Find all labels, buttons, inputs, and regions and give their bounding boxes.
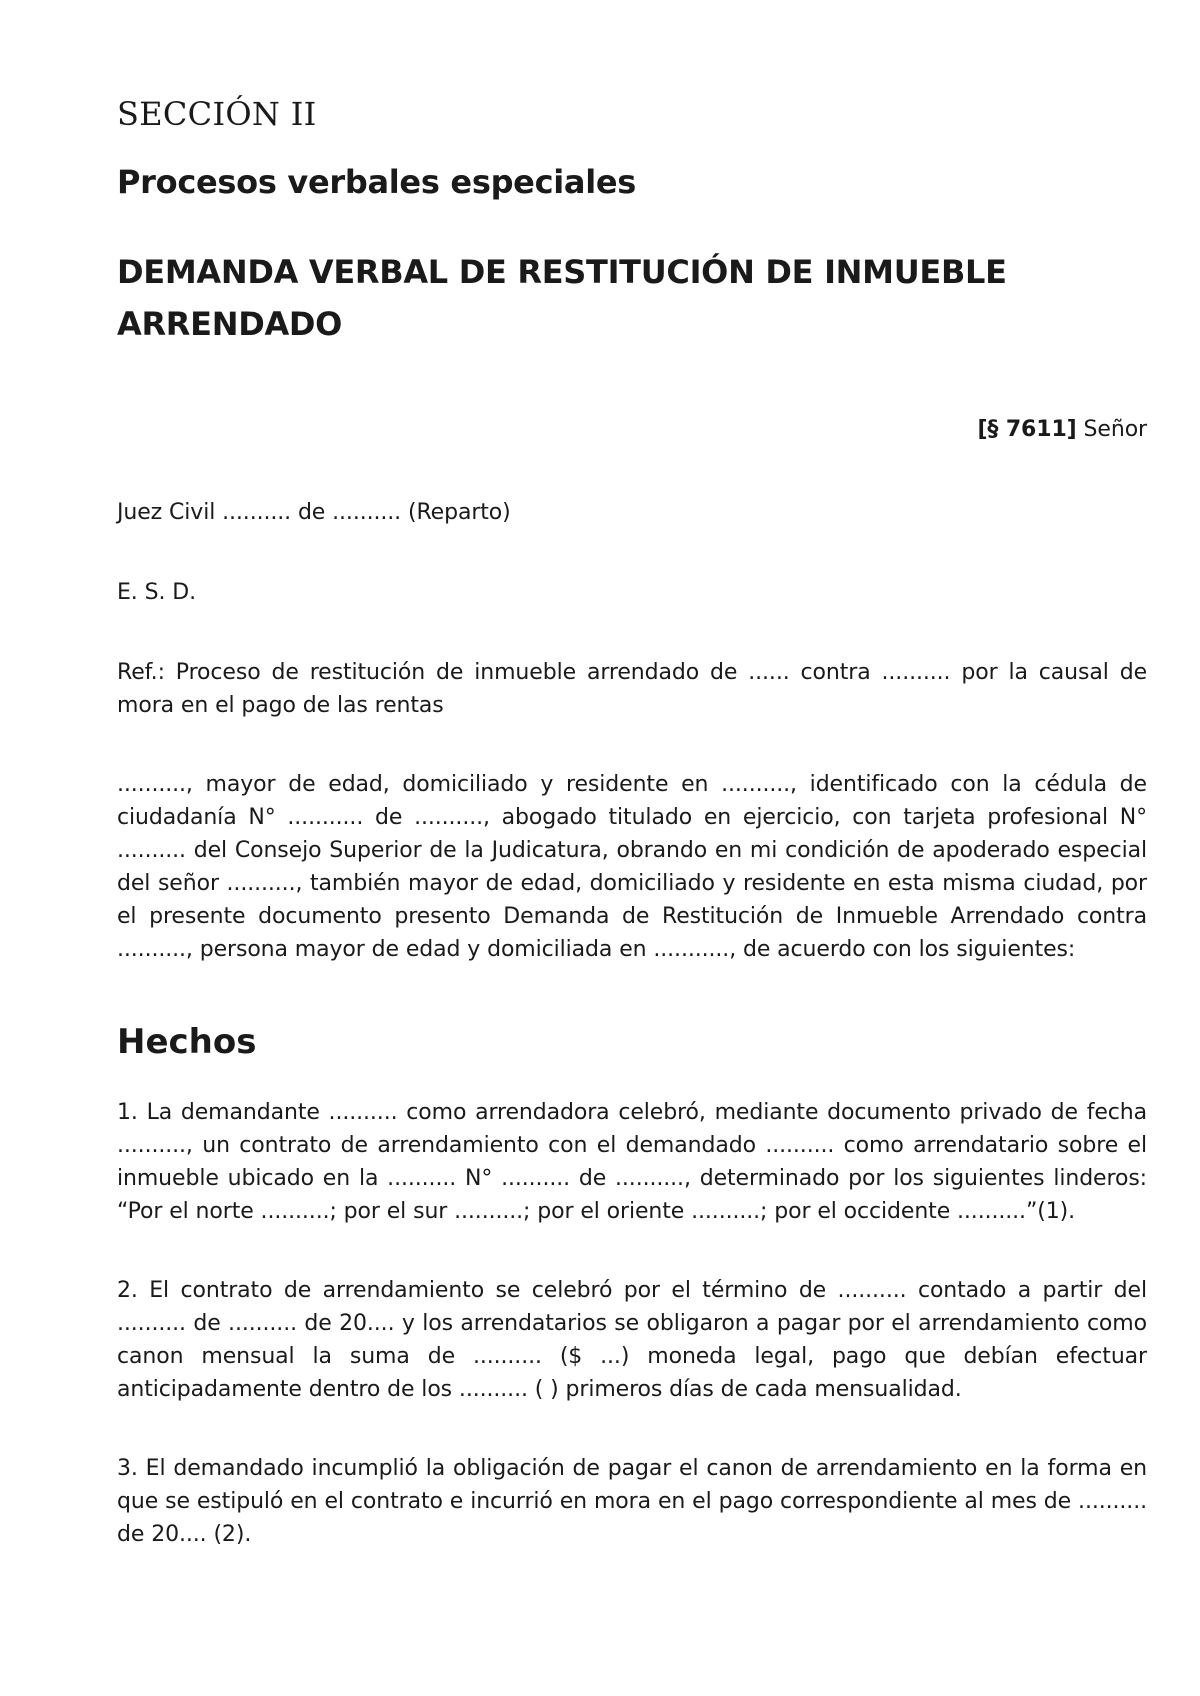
section-subtitle: Procesos verbales especiales xyxy=(117,163,637,201)
reference-line: Ref.: Proceso de restitución de inmueble arrendado de ...... contra .......... por la causal de mora en el pago de las rentas xyxy=(117,660,1147,718)
addressee: Juez Civil .......... de .......... (Reparto) xyxy=(117,500,511,525)
esd-line: E. S. D. xyxy=(117,580,196,605)
section-label: SECCIÓN II xyxy=(117,95,317,133)
fact-item-1: 1. La demandante .......... como arrendadora celebró, mediante documento privado de fecha .........., un contrato de arrendamiento con el demandado .......... como arrendatario sobre el inmueble ubicado en la .......... N° .......... de .........., determinado por los siguientes linderos: “Por el norte ..........; por el sur ..........; por el oriente ..........; por el occidente ..........”(1). xyxy=(117,1100,1147,1224)
intro-paragraph: .........., mayor de edad, domiciliado y residente en .........., identificado con la cédula de ciudadanía N° ........... de .........., abogado titulado en ejercicio, con tarjeta profesional N° .......... del Consejo Superior de la Judicatura, obrando en mi condición de apoderado especial del señor .........., también mayor de edad, domiciliado y residente en esta misma ciudad, por el presente documento presento Demanda de Restitución de Inmueble Arrendado contra .........., persona mayor de edad y domiciliada en ..........., de acuerdo con los siguientes: xyxy=(117,772,1147,962)
greeting-line xyxy=(117,413,1147,446)
facts-heading: Hechos xyxy=(117,1022,257,1062)
salutation: Señor xyxy=(1083,417,1147,442)
document-page xyxy=(117,90,1147,1551)
fact-item-3: 3. El demandado incumplió la obligación de pagar el canon de arrendamiento en la forma en que se estipuló en el contrato e incurrió en mora en el pago correspondiente al mes de .......... de 20.... (2). xyxy=(117,1456,1147,1547)
document-title: DEMANDA VERBAL DE RESTITUCIÓN DE INMUEBLE ARRENDADO xyxy=(117,253,1007,343)
section-reference-number: [§ 7611] xyxy=(977,417,1077,442)
fact-item-2: 2. El contrato de arrendamiento se celebró por el término de .......... contado a partir del .......... de .......... de 20.... y los arrendatarios se obligaron a pagar por el arrendamiento como canon mensual la suma de .......... ($ ...) moneda legal, pago que debían efectuar anticipadamente dentro de los .......... ( ) primeros días de cada mensualidad. xyxy=(117,1278,1147,1402)
